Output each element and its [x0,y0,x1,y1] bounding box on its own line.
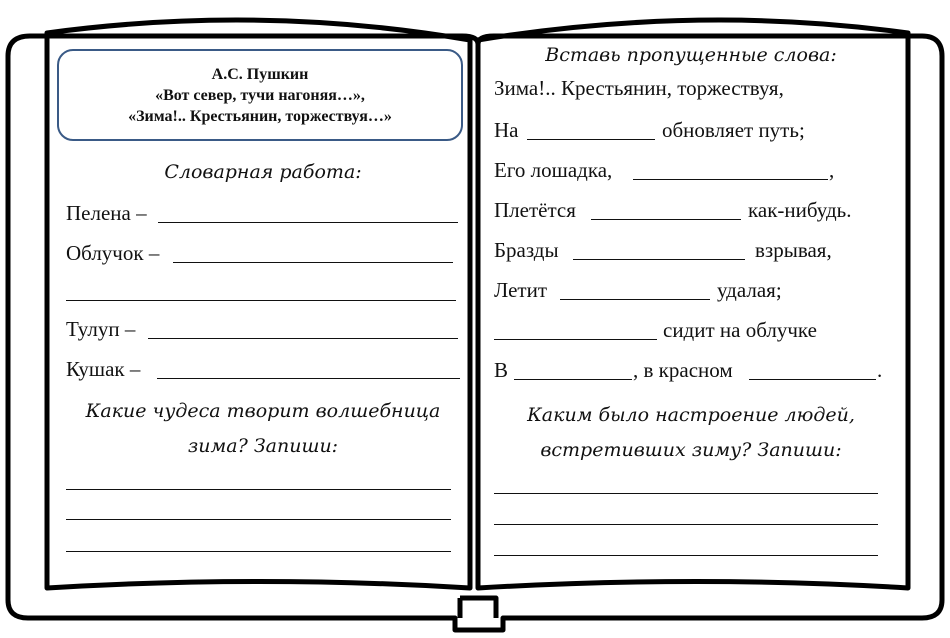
poem-line-4-start: Плетётся [494,198,576,222]
poem-line-8-mid: , в красном [633,358,733,382]
blank-line-7[interactable] [494,339,657,340]
left-question-line-2: зима? Запиши: [187,435,339,457]
vocab-label-kushak: Кушак – [66,357,141,381]
left-answer-line-1[interactable] [66,489,451,490]
poem-line-4-end: как-нибудь. [748,198,852,222]
fill-words-heading: Вставь пропущенные слова: [545,44,837,66]
vocab-answer-line-tulup[interactable] [148,338,458,339]
poem-title-1: «Вот север, тучи нагоняя…», [155,86,365,104]
right-question-line-1: Каким было настроение людей, [527,404,855,426]
poem-line-3-end: , [829,158,835,182]
right-answer-line-2[interactable] [494,524,878,525]
blank-line-4[interactable] [591,219,741,220]
poem-line-3-start: Его лошадка, [494,158,613,182]
left-answer-line-2[interactable] [66,519,451,520]
left-answer-line-3[interactable] [66,551,451,552]
blank-line-3[interactable] [633,179,828,180]
poem-line-2-end: обновляет путь; [662,118,805,142]
title-box [57,49,463,141]
poem-line-7-end: сидит на облучке [663,318,817,342]
blank-line-8b[interactable] [749,379,876,380]
vocab-answer-line-pelena[interactable] [158,222,458,223]
poem-line-1: Зима!.. Крестьянин, торжествуя, [494,76,784,100]
blank-line-8a[interactable] [514,379,632,380]
author-name: А.С. Пушкин [211,65,309,83]
vocab-heading: Словарная работа: [164,161,362,183]
vocab-answer-line-oblu[interactable] [173,262,453,263]
vocab-label-oblu: Облучок – [66,241,160,265]
vocab-answer-line-oblu-2[interactable] [66,300,456,301]
right-answer-line-1[interactable] [494,493,878,494]
poem-line-8-end: . [877,358,883,382]
poem-line-5-end: взрывая, [755,238,832,262]
vocab-answer-line-kushak[interactable] [157,378,460,379]
right-question-line-2: встретивших зиму? Запиши: [540,439,842,461]
poem-line-5-start: Бразды [494,238,559,262]
vocab-label-pelena: Пелена – [66,201,147,225]
blank-line-2[interactable] [527,139,655,140]
left-question-line-1: Какие чудеса творит волшебница [85,400,441,422]
poem-line-6-end: удалая; [717,278,782,302]
poem-line-8-start: В [494,358,509,382]
vocab-label-tulup: Тулуп – [66,317,136,341]
right-answer-line-3[interactable] [494,555,878,556]
poem-line-6-start: Летит [494,278,548,302]
blank-line-6[interactable] [560,299,710,300]
poem-title-2: «Зима!.. Крестьянин, торжествуя…» [128,107,392,125]
poem-line-2-start: На [494,118,519,142]
blank-line-5[interactable] [573,259,745,260]
